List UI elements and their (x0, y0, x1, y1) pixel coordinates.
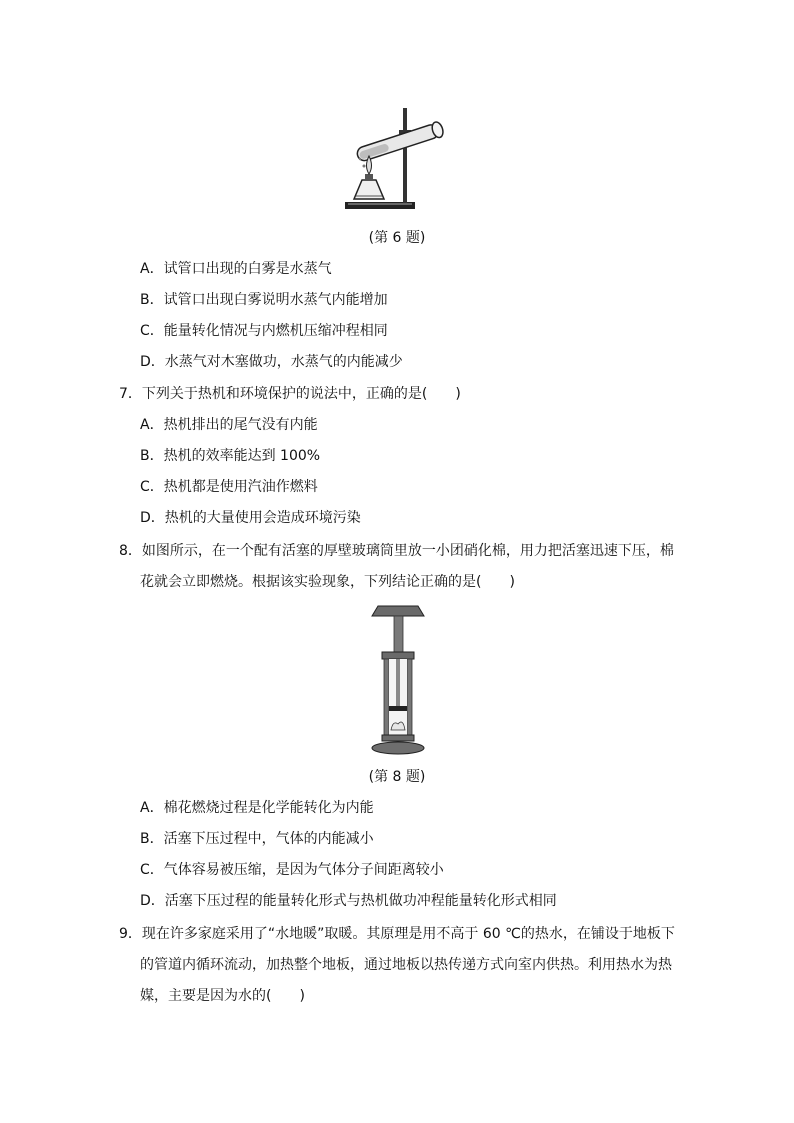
q6-option-c: C．能量转化情况与内燃机压缩冲程相同 (140, 323, 388, 339)
q6-option-d: D．水蒸气对木塞做功，水蒸气的内能减少 (140, 354, 403, 370)
q8-option-c: C．气体容易被压缩，是因为气体分子间距离较小 (140, 862, 444, 878)
q7-option-c: C．热机都是使用汽油作燃料 (140, 479, 318, 495)
q6-option-a: A．试管口出现的白雾是水蒸气 (140, 261, 332, 277)
q8-stem-line1: 8．如图所示，在一个配有活塞的厚壁玻璃筒里放一小团硝化棉，用力把活塞迅速下压，棉 (119, 543, 674, 559)
q9-stem-line1: 9．现在许多家庭采用了“水地暖”取暖。其原理是用不高于 60 ℃的热水，在铺设于地板下 (119, 926, 675, 942)
q8-option-d: D．活塞下压过程的能量转化形式与热机做功冲程能量转化形式相同 (140, 893, 557, 909)
figure-6-caption: (第 6 题) (368, 230, 426, 246)
q8-stem-line2: 花就会立即燃烧。根据该实验现象，下列结论正确的是( ) (140, 574, 515, 590)
q7-stem: 7．下列关于热机和环境保护的说法中，正确的是( ) (119, 386, 461, 402)
q8-option-a: A．棉花燃烧过程是化学能转化为内能 (140, 800, 374, 816)
q9-stem-line2: 的管道内循环流动，加热整个地板，通过地板以热传递方式向室内供热。利用热水为热 (140, 957, 672, 973)
q8-option-b: B．活塞下压过程中，气体的内能减小 (140, 831, 374, 847)
test-tube-apparatus-figure (342, 104, 452, 214)
q7-option-d: D．热机的大量使用会造成环境污染 (140, 510, 361, 526)
q7-option-a: A．热机排出的尾气没有内能 (140, 417, 318, 433)
q7-option-b: B．热机的效率能达到 100% (140, 448, 321, 464)
q6-option-b: B．试管口出现白雾说明水蒸气内能增加 (140, 292, 388, 308)
figure-8-caption: (第 8 题) (368, 769, 426, 785)
piston-cylinder-figure (368, 602, 428, 756)
q9-stem-line3: 媒，主要是因为水的( ) (140, 988, 305, 1004)
